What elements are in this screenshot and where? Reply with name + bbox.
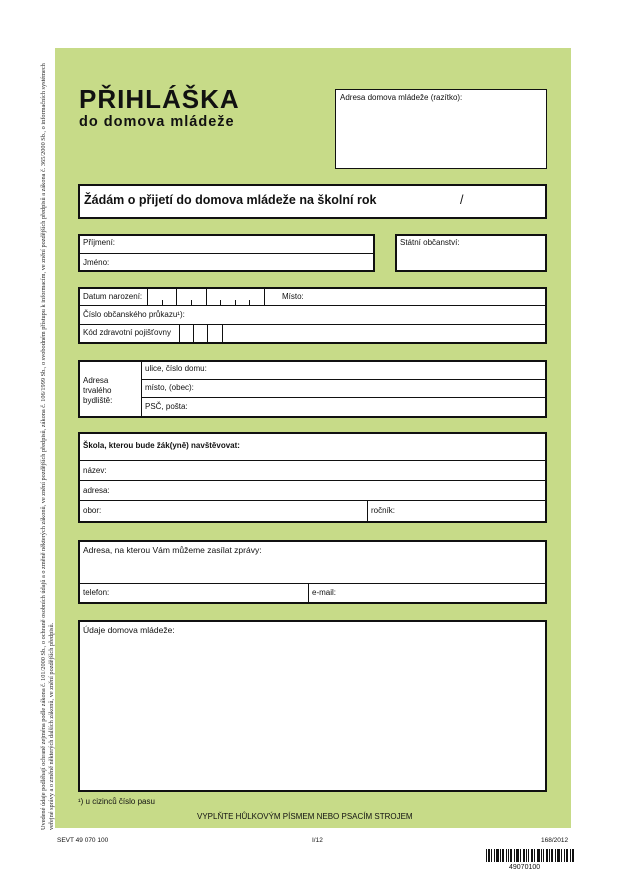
- request-year-separator: /: [460, 193, 464, 207]
- birth-date-field[interactable]: [148, 289, 264, 305]
- insurance-cell-border: [222, 325, 223, 342]
- school-name-label: název:: [83, 466, 107, 475]
- date-code: 168/2012: [541, 837, 569, 844]
- stamp-label: Adresa domova mládeže (razítko):: [340, 93, 463, 102]
- form-subtitle: do domova mládeže: [79, 114, 235, 130]
- identity-divider-2: [80, 324, 545, 325]
- contact-phone-email-divider: [308, 584, 309, 602]
- email-label: e-mail:: [312, 588, 337, 597]
- fill-instruction: VYPLŇTE HŮLKOVÝM PÍSMEM NEBO PSACÍM STROJEM: [197, 812, 413, 821]
- residence-label-3: bydliště:: [83, 396, 113, 405]
- school-divider-3: [80, 500, 545, 501]
- page-code: I/12: [312, 837, 323, 844]
- birth-date-label: Datum narození:: [83, 292, 143, 301]
- email-field[interactable]: [342, 585, 544, 602]
- residence-label-divider: [141, 362, 142, 416]
- first-name-label: Jméno:: [83, 258, 110, 267]
- contact-divider: [80, 583, 545, 584]
- id-card-label: Číslo občanského průkazu¹):: [83, 310, 185, 319]
- legal-side-note: Uvedené údaje podléhají ochraně zejména podle zákona č. 101/2000 Sb., o ochraně osobních údajů a o změně některých zákonů, ve znění pozdějších předpisů, zákona č. 106/1999 Sb., o svobodném přístupu k informacím, ve znění pozdějších předpisů a zákona č. 365/2000 Sb., o informačních systémech veřejné správy a o změně některých dalších zákonů, ve znění pozdějších předpisů.: [40, 63, 55, 830]
- identity-divider-1: [80, 305, 545, 306]
- contact-heading: Adresa, na kterou Vám můžeme zasílat zprávy:: [83, 545, 262, 555]
- dorm-data-heading: Údaje domova mládeže:: [83, 625, 175, 635]
- first-name-field[interactable]: [130, 255, 370, 270]
- town-label: místo, (obec):: [145, 383, 194, 392]
- name-divider: [80, 253, 373, 254]
- footnote: ¹) u cizinců číslo pasu: [78, 797, 155, 806]
- school-heading: Škola, kterou bude žák(yně) navštěvovat:: [83, 441, 240, 450]
- school-divider-1: [80, 460, 545, 461]
- school-divider-2: [80, 480, 545, 481]
- postcode-label: PSČ, pošta:: [145, 402, 188, 411]
- form-title: PŘIHLÁŠKA: [79, 84, 240, 114]
- citizenship-label: Státní občanství:: [400, 238, 460, 247]
- phone-field[interactable]: [116, 585, 306, 602]
- school-year-input[interactable]: [398, 502, 544, 521]
- residence-label-2: trvalého: [83, 386, 112, 395]
- insurance-label: Kód zdravotní pojišťovny: [83, 328, 171, 337]
- school-field-input[interactable]: [104, 502, 366, 521]
- surname-label: Příjmení:: [83, 238, 116, 247]
- postcode-field[interactable]: [192, 398, 544, 415]
- school-field-divider: [367, 501, 368, 521]
- contact-address-field[interactable]: [82, 558, 544, 582]
- request-text: Žádám o přijetí do domova mládeže na školní rok: [84, 193, 377, 207]
- school-field-label: obor:: [83, 506, 102, 515]
- birth-place-field[interactable]: [310, 289, 544, 305]
- barcode-number: 49070100: [509, 864, 541, 871]
- barcode-graphic: [486, 849, 574, 862]
- street-label: ulice, číslo domu:: [145, 364, 207, 373]
- id-card-field[interactable]: [200, 307, 544, 323]
- insurance-code-field[interactable]: [180, 325, 222, 342]
- school-address-label: adresa:: [83, 486, 110, 495]
- residence-label-1: Adresa: [83, 376, 109, 385]
- school-address-field[interactable]: [112, 482, 544, 499]
- street-field[interactable]: [215, 362, 544, 378]
- dorm-data-box[interactable]: [78, 620, 547, 792]
- school-name-field[interactable]: [110, 462, 544, 479]
- surname-field[interactable]: [130, 236, 370, 252]
- birth-date-cell-border: [264, 289, 265, 305]
- publisher-code: SEVT 49 070 100: [57, 837, 109, 844]
- birth-place-label: Místo:: [282, 292, 304, 301]
- phone-label: telefon:: [83, 588, 110, 597]
- school-year-label: ročník:: [371, 506, 396, 515]
- town-field[interactable]: [200, 380, 544, 396]
